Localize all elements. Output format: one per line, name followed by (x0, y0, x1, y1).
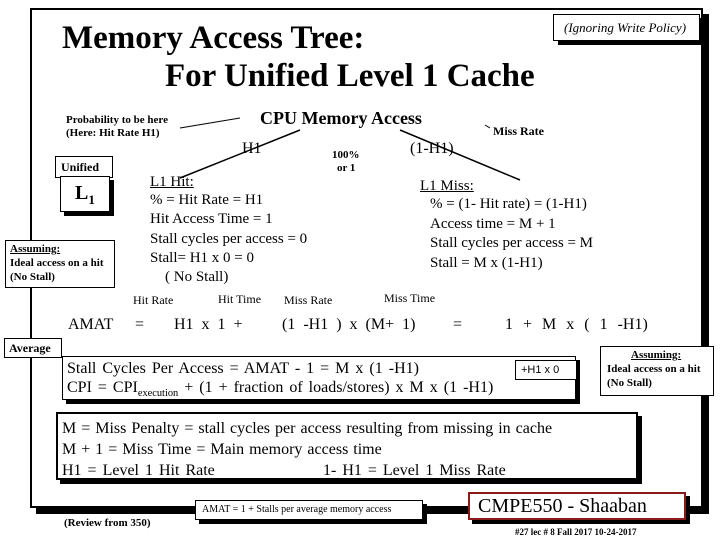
unified-box (55, 156, 113, 178)
miss-rate-top-label: Miss Rate (493, 124, 544, 138)
defs-line3b: 1- H1 = Level 1 Miss Rate (323, 462, 506, 479)
assuming-left-box (5, 240, 115, 288)
assuming-right-line1: Ideal access on a hit (607, 363, 701, 375)
unified-label: Unified (61, 160, 100, 174)
one-minus-h1-label: (1-H1) (410, 140, 454, 157)
hit-line-4: Stall= H1 x 0 = 0 (150, 250, 255, 266)
miss-line-0: L1 Miss: (420, 178, 474, 194)
assuming-left-line1: Ideal access on a hit (10, 257, 104, 269)
hit-line-1: % = Hit Rate = H1 (150, 192, 264, 208)
hundred-pct-line2: or 1 (337, 162, 356, 174)
hit-line-3: Stall cycles per access = 0 (150, 231, 308, 247)
ignoring-box (553, 14, 700, 41)
prob-note-line1: Probability to be here (66, 114, 168, 126)
miss-rate-pointer-line (485, 125, 490, 128)
course-box (468, 492, 686, 520)
amat-note-box (195, 500, 423, 520)
stall-line1: Stall Cycles Per Access = AMAT - 1 = M x (1 -H1) (67, 360, 419, 377)
page-title-line2: For Unified Level 1 Cache (165, 58, 535, 94)
average-box (4, 338, 62, 358)
h1-label: H1 (242, 140, 262, 157)
stall-line2: CPI = $CPI_{execution} + (1$ + fraction of loads/stores) x M x (1 -H1) (67, 379, 494, 400)
hit-branch-line (180, 130, 300, 178)
assuming-right-line2: (No Stall) (607, 377, 652, 389)
hit-rate-label: Hit Rate (133, 293, 174, 307)
stall-box (62, 356, 576, 400)
average-label: Average (9, 341, 51, 355)
l1-box (60, 176, 110, 212)
miss-line-1: % = (1- Hit rate) = (1-H1) (430, 196, 587, 212)
plus-h1-text: +H1 x 0 (521, 364, 560, 376)
hit-time-label: Hit Time (218, 292, 262, 306)
defs-box (56, 412, 638, 480)
assuming-right-box (600, 346, 714, 396)
hundred-pct-line1: 100% (332, 149, 360, 161)
slide-number: #27 lec # 8 Fall 2017 10-24-2017 (515, 527, 637, 537)
hit-line-0: L1 Hit: (150, 174, 194, 190)
tree-root: CPU Memory Access (260, 108, 422, 128)
assuming-left-label: Assuming: (10, 243, 61, 255)
course-title: CMPE550 - Shaaban (478, 495, 647, 517)
amat-term1: H1 x 1 + (174, 316, 243, 333)
plus-h1-box (515, 360, 577, 380)
miss-time-label: Miss Time (384, 291, 436, 305)
page-title-line1: Memory Access Tree: (62, 20, 365, 56)
miss-line-3: Stall cycles per access = M (430, 235, 593, 251)
defs-line3a: H1 = Level 1 Hit Rate (62, 462, 215, 479)
amat-label: AMAT (68, 316, 114, 333)
prob-note-line2: (Here: Hit Rate H1) (66, 127, 160, 139)
amat-eq2: = (453, 316, 463, 333)
note-pointer-line (180, 118, 240, 128)
assuming-left-line2: (No Stall) (10, 271, 55, 283)
assuming-right-label: Assuming: (631, 349, 682, 361)
miss-rate-label: Miss Rate (284, 293, 333, 307)
miss-line-4: Stall = M x (1-H1) (430, 255, 543, 271)
miss-line-2: Access time = M + 1 (430, 216, 556, 232)
amat-note-text: AMAT = 1 + Stalls per average memory access (202, 504, 392, 515)
ignoring-text: (Ignoring Write Policy) (564, 20, 687, 35)
amat-result: 1 + M x ( 1 -H1) (505, 316, 648, 333)
review-note: (Review from 350) (64, 517, 151, 529)
amat-eq1: = (135, 316, 145, 333)
hit-line-5: ( No Stall) (165, 269, 229, 285)
hit-line-2: Hit Access Time = 1 (150, 211, 273, 227)
defs-line2: M + 1 = Miss Time = Main memory access time (62, 441, 382, 458)
l1-label: $L_1$ (75, 182, 95, 207)
amat-term2: (1 -H1 ) x (M+ 1) (282, 316, 416, 333)
defs-line1: M = Miss Penalty = stall cycles per access resulting from missing in cache (62, 420, 553, 437)
